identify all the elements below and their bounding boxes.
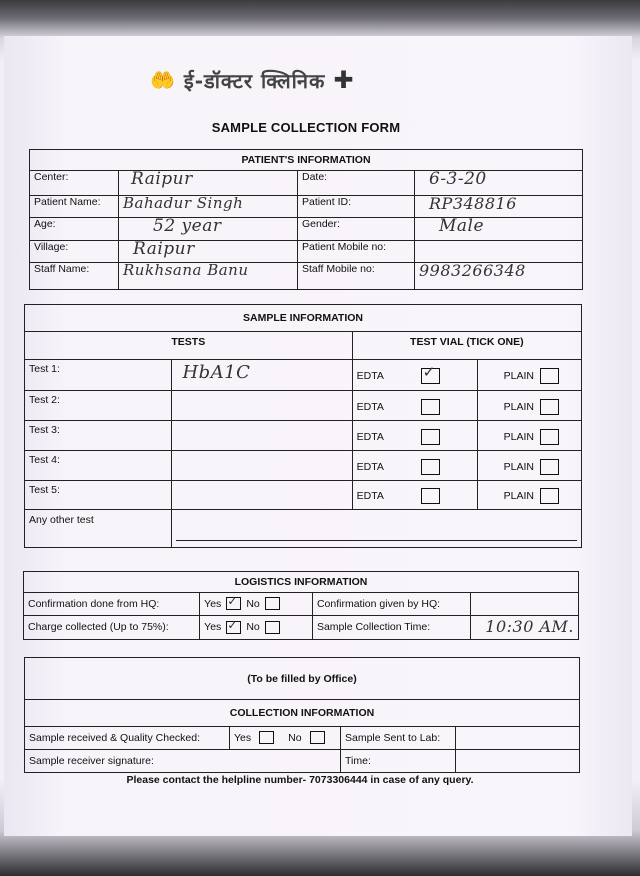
edta-2-checkbox[interactable]	[421, 399, 440, 415]
patient-info-table	[29, 149, 583, 290]
helpline-footer: Please contact the helpline number- 7073306444 in case of any query.	[126, 774, 474, 786]
test-row-3	[25, 421, 582, 451]
edta-3-cell	[352, 421, 444, 451]
test-4-field[interactable]	[172, 450, 352, 480]
edta-5-spacer	[444, 480, 478, 510]
edta-4-checkbox[interactable]	[421, 459, 440, 475]
confirmation-no-checkbox[interactable]	[265, 597, 280, 610]
collection-info-table	[24, 657, 580, 773]
staff-name-value: Rukhsana Banu	[123, 261, 249, 280]
edta-5-cell	[352, 480, 444, 510]
sent-field[interactable]	[456, 726, 580, 749]
time-field[interactable]	[456, 749, 580, 772]
test-row-1	[25, 360, 582, 391]
plain-2-label: PLAIN	[503, 401, 534, 414]
plain-4-checkbox[interactable]	[540, 459, 559, 475]
plain-3-checkbox[interactable]	[540, 429, 559, 445]
logistics-info-table	[23, 571, 579, 640]
edta-3-spacer	[444, 421, 478, 451]
patient-id-label: Patient ID:	[298, 195, 415, 217]
charge-options	[200, 615, 313, 639]
confirmation-options	[200, 593, 313, 615]
collection-time-value: 10:30 AM.	[485, 617, 574, 637]
patient-name-label: Patient Name:	[30, 195, 119, 217]
tick-mark-icon: ✓	[227, 594, 238, 609]
plain-5-cell	[477, 480, 581, 510]
other-test-underline	[176, 539, 577, 541]
sent-label: Sample Sent to Lab:	[341, 726, 456, 749]
date-value: 6-3-20	[429, 169, 487, 190]
patient-name-value: Bahadur Singh	[123, 193, 244, 212]
plain-3-label: PLAIN	[503, 431, 534, 444]
charge-yes-label: Yes	[204, 621, 222, 634]
collection-time-label: Sample Collection Time:	[312, 615, 470, 639]
edta-1-cell	[352, 360, 444, 391]
patient-name-field[interactable]	[119, 195, 298, 217]
gender-field[interactable]	[415, 218, 583, 240]
edta-4-label: EDTA	[356, 460, 384, 473]
plain-4-cell	[477, 450, 581, 480]
staff-name-label: Staff Name:	[30, 263, 119, 290]
center-label: Center:	[30, 171, 119, 196]
confirmation-given-field[interactable]	[471, 593, 579, 615]
tick-mark-icon: ✓	[227, 617, 238, 632]
tick-mark-icon: ✓	[422, 363, 436, 382]
form-title: SAMPLE COLLECTION FORM	[211, 120, 401, 135]
confirmation-label: Confirmation done from HQ:	[24, 593, 200, 615]
collection-time-field[interactable]	[471, 615, 579, 639]
test-3-label: Test 3:	[25, 421, 172, 451]
medical-cross-icon: ✚	[333, 66, 355, 94]
village-label: Village:	[30, 240, 119, 262]
staff-mobile-label: Staff Mobile no:	[298, 263, 415, 290]
edta-3-checkbox[interactable]	[421, 429, 440, 445]
received-yes-checkbox[interactable]	[259, 731, 274, 744]
confirmation-given-label: Confirmation given by HQ:	[312, 593, 470, 615]
edta-4-spacer	[444, 450, 478, 480]
date-field[interactable]	[415, 171, 583, 196]
test-2-label: Test 2:	[25, 390, 172, 421]
patient-info-heading: PATIENT'S INFORMATION	[30, 150, 583, 171]
plain-1-label: PLAIN	[503, 370, 534, 383]
confirmation-no-label: No	[246, 597, 260, 610]
center-value: Raipur	[131, 169, 193, 190]
age-value: 52 year	[153, 216, 222, 237]
charge-label: Charge collected (Up to 75%):	[24, 615, 200, 639]
office-note: (To be filled by Office)	[25, 658, 580, 700]
clinic-name: ई-डॉक्टर क्लिनिक	[183, 68, 326, 93]
test-row-4	[25, 450, 582, 480]
test-1-value: HbA1C	[182, 362, 251, 384]
plain-5-label: PLAIN	[503, 490, 534, 503]
signature-label: Sample receiver signature:	[25, 749, 341, 772]
other-test-field[interactable]	[172, 510, 582, 548]
test-4-label: Test 4:	[25, 450, 172, 480]
received-label: Sample received & Quality Checked:	[25, 726, 230, 749]
edta-1-spacer	[444, 360, 478, 391]
age-label: Age:	[30, 218, 119, 240]
center-field[interactable]	[119, 171, 298, 196]
age-field[interactable]	[119, 218, 298, 240]
received-no-checkbox[interactable]	[310, 731, 325, 744]
received-yes-label: Yes	[234, 731, 252, 744]
test-1-field[interactable]	[172, 360, 352, 391]
edta-2-spacer	[444, 390, 478, 421]
gender-label: Gender:	[298, 218, 415, 240]
edta-2-label: EDTA	[356, 401, 384, 414]
edta-5-checkbox[interactable]	[421, 488, 440, 504]
plain-1-cell	[477, 360, 581, 391]
staff-mobile-field[interactable]	[415, 263, 583, 290]
confirmation-yes-checkbox[interactable]	[226, 594, 241, 610]
patient-id-value: RP348816	[429, 193, 517, 213]
test-1-label: Test 1:	[25, 360, 172, 391]
edta-1-checkbox[interactable]	[421, 363, 440, 384]
patient-mobile-field[interactable]	[415, 240, 583, 262]
received-no-label: No	[288, 731, 302, 744]
confirmation-yes-label: Yes	[204, 597, 222, 610]
sample-info-heading: SAMPLE INFORMATION	[25, 305, 582, 332]
edta-3-label: EDTA	[356, 431, 384, 444]
clinic-header	[150, 66, 480, 94]
charge-no-label: No	[246, 621, 260, 634]
gender-value: Male	[439, 216, 485, 237]
time-label: Time:	[341, 749, 456, 772]
staff-name-field[interactable]	[119, 263, 298, 290]
plain-3-cell	[477, 421, 581, 451]
plain-5-checkbox[interactable]	[540, 488, 559, 504]
hands-logo-icon: 🤲	[150, 68, 176, 92]
edta-4-cell	[352, 450, 444, 480]
logistics-heading: LOGISTICS INFORMATION	[24, 572, 579, 593]
test-3-field[interactable]	[172, 421, 352, 451]
village-field[interactable]	[119, 240, 298, 262]
received-options	[230, 726, 341, 749]
sample-info-table	[24, 304, 582, 548]
test-5-field[interactable]	[172, 480, 352, 510]
test-row-5	[25, 480, 582, 510]
test-2-field[interactable]	[172, 390, 352, 421]
vial-header: TEST VIAL (TICK ONE)	[352, 331, 581, 360]
patient-id-field[interactable]	[415, 195, 583, 217]
patient-mobile-label: Patient Mobile no:	[298, 240, 415, 262]
other-test-label: Any other test	[25, 510, 172, 548]
plain-4-label: PLAIN	[503, 460, 534, 473]
tests-header: TESTS	[25, 331, 353, 360]
edta-5-label: EDTA	[356, 490, 384, 503]
charge-no-checkbox[interactable]	[265, 621, 280, 634]
village-value: Raipur	[133, 238, 195, 259]
plain-2-cell	[477, 390, 581, 421]
collection-heading: COLLECTION INFORMATION	[25, 700, 580, 726]
staff-mobile-value: 9983266348	[419, 261, 526, 281]
charge-yes-checkbox[interactable]	[226, 617, 241, 634]
edta-1-label: EDTA	[356, 370, 384, 383]
test-row-2	[25, 390, 582, 421]
date-label: Date:	[298, 171, 415, 196]
test-5-label: Test 5:	[25, 480, 172, 510]
edta-2-cell	[352, 390, 444, 421]
plain-2-checkbox[interactable]	[540, 399, 559, 415]
plain-1-checkbox[interactable]	[540, 368, 559, 384]
